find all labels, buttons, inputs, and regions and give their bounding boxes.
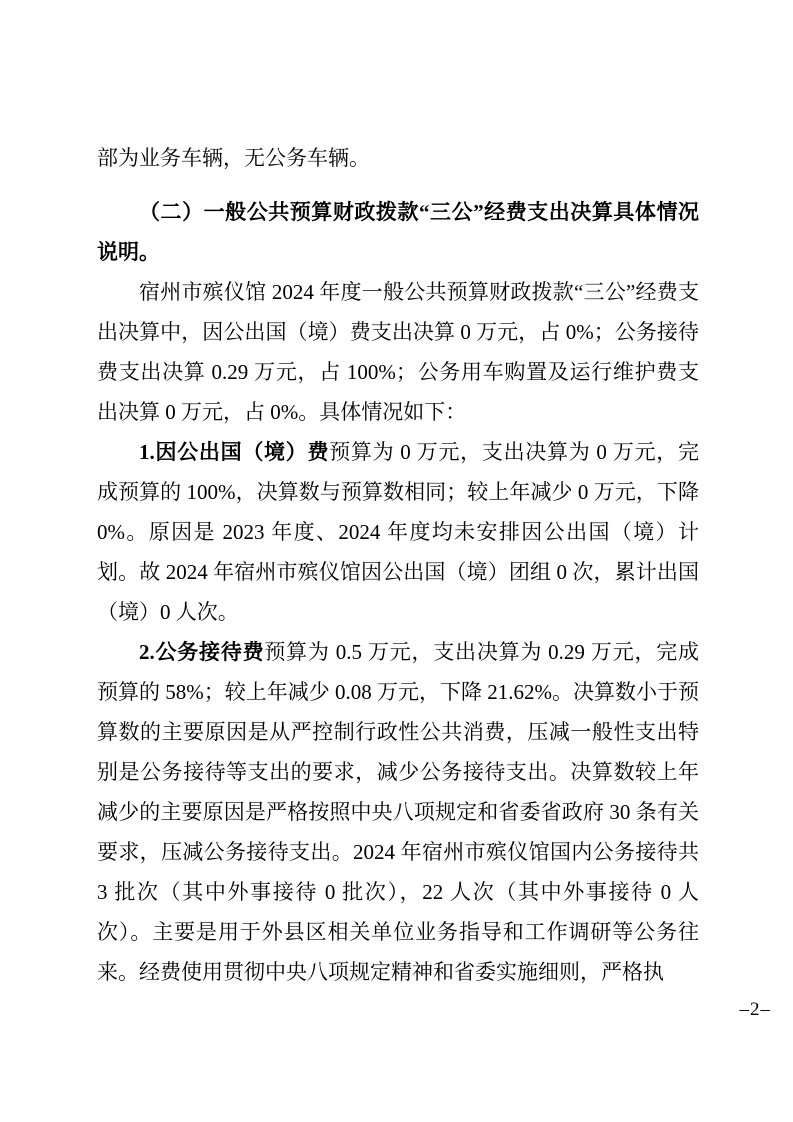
paragraph-item-1 [97,432,699,632]
section-heading-text: （二）一般公共预算财政拨款“三公”经费支出决算具体情况说明。 [97,200,699,264]
paragraph-continuation [97,138,699,178]
paragraph-text: 部为业务车辆，无公务车辆。 [97,146,370,170]
paragraph-text: 预算为 0 万元，支出决算为 0 万元，完成预算的 100%，决算数与预算数相同；较上年减少 0 万元，下降 0%。原因是 2023 年度、2024 年度均未安排因公出国（境）计划。故 2024 年宿州市殡仪馆因公出国（境）团组 0 次，累计出国（境）0 人次。 [97,440,700,624]
paragraph-text: 预算为 0.5 万元，支出决算为 0.29 万元，完成预算的 58%；较上年减少 0.08 万元，下降 21.62%。决算数小于预算数的主要原因是从严控制行政性公共消费，压减一般性支出特别是公务接待等支出的要求，减少公务接待支出。决算数较上年减少的主要原因是严格按照中央八项规定和省委省政府 30 条有关要求，压减公务接待支出。2024 年宿州市殡仪馆国内公务接待共 3 批次（其中外事接待 0 批次），22 人次（其中外事接待 0 人次）。主要是用于外县区相关单位业务指导和工作调研等公务往来。经费使用贯彻中央八项规定精神和省委实施细则，严格执 [97,640,700,984]
section-heading [97,192,699,272]
item-1-label: 1.因公出国（境）费 [139,440,330,464]
paragraph-item-2 [97,632,699,992]
paragraph-text: 宿州市殡仪馆 2024 年度一般公共预算财政拨款“三公”经费支出决算中，因公出国（境）费支出决算 0 万元，占 0%；公务接待费支出决算 0.29 万元，占 100%；公务用车购置及运行维护费支出决算 0 万元，占 0%。具体情况如下： [97,280,699,424]
paragraph-overview [97,272,699,432]
item-2-label: 2.公务接待费 [139,640,265,664]
page-number: –2– [739,999,771,1020]
document-body [97,138,699,992]
